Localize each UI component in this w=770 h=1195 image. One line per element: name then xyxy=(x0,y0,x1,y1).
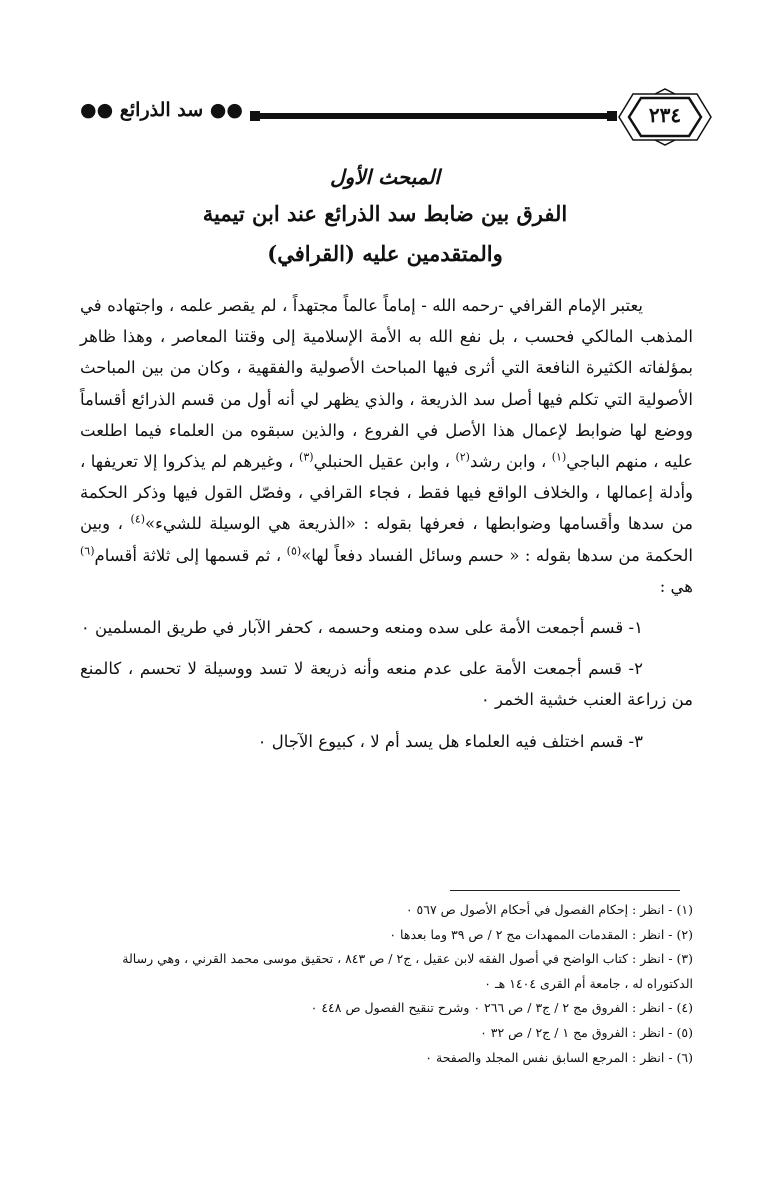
footnote: (١) - انظر : إحكام الفصول في أحكام الأصول ص ٥٦٧ ٠ xyxy=(405,902,693,917)
paragraph-text: ، ثم قسمها إلى ثلاثة أقسام xyxy=(94,545,282,565)
main-text xyxy=(80,290,693,757)
footnote: (٦) - انظر : المرجع السابق نفس المجلد والصفحة ٠ xyxy=(425,1049,693,1065)
footnote-marker: (٥) xyxy=(286,544,302,558)
paragraph-text: هي : xyxy=(659,576,693,596)
paragraph-text: ، وبين الحكمة من سدها بقوله : « حسم وسائل الفساد دفعاً لها» xyxy=(80,514,694,565)
paragraph-text: ، وابن رشد xyxy=(469,452,547,472)
footnote: (٥) - انظر : الفروق مج ١ / ج٢ / ص ٣٢ ٠ xyxy=(480,1024,693,1040)
page-header xyxy=(80,88,715,146)
paragraph-text: ، وغيرهم لم يذكروا إلا تعريفها ، وأدلة إعمالها ، والخلاف الواقع فيها فقط ، فجاء القرافي ، وفصّل القول فيها وذكر الحكمة من سدها وأقسامها وضوابطها ، فعرفها بقوله : «الذريعة هي الوسيلة للشيء» xyxy=(80,452,693,534)
page-number-badge xyxy=(615,88,715,146)
footnote-marker: (١) xyxy=(551,450,567,464)
running-title: ●● سد الذرائع ●● xyxy=(80,99,243,121)
list-item: ٣- قسم اختلف فيه العلماء هل يسد أم لا ، كبيوع الآجال ٠ xyxy=(257,731,643,751)
list-item: ١- قسم أجمعت الأمة على سده ومنعه وحسمه ، كحفر الآبار في طريق المسلمين ٠ xyxy=(80,618,643,638)
footnote-marker: (٣) xyxy=(299,450,314,464)
section-heading: المبحث الأول xyxy=(330,165,440,189)
footnote-marker: (٢) xyxy=(455,450,470,464)
footnote: (٤) - انظر : الفروق مج ٢ / ج٣ / ص ٢٦٦ ٠ وشرح تنقيح الفصول ص ٤٤٨ ٠ xyxy=(310,1000,693,1016)
footnote-divider xyxy=(450,890,680,891)
chapter-title-line-2: والمتقدمين عليه (القرافي) xyxy=(267,241,503,266)
footnote-marker: (٦) xyxy=(80,544,95,558)
footnote-marker: (٤) xyxy=(130,512,146,526)
list-item: ٢- قسم أجمعت الأمة على عدم منعه وأنه ذريعة لا تسد ووسيلة لا تحسم ، كالمنع من زراعة العنب خشية الخمر ٠ xyxy=(80,659,693,710)
chapter-titles xyxy=(60,160,710,274)
intro-paragraph xyxy=(80,290,693,602)
header-rule xyxy=(252,113,615,119)
page-number: ٢٣٤ xyxy=(648,103,682,127)
footnotes xyxy=(80,898,693,1070)
paragraph-text: ، وابن عقيل الحنبلي xyxy=(313,452,450,472)
paragraph-text: يعتبر الإمام القرافي -رحمه الله - إماماً عالماً مجتهداً ، لم يقصر علمه ، واجتهاده في المذهب المالكي فحسب ، بل نفع الله به الأمة الإسلامية إلى وقتنا المعاصر ، وهذا ظاهر بمؤلفاته الكثيرة النافعة التي أثرى فيها المباحث الأصولية والفقهية ، وكان من بين المباحث الأصولية التي تكلم فيها أصل سد الذريعة ، والذي يظهر لي أنه أول من قسم الذرائع أقساماً ووضع لها ضوابط لإعمال هذا الأصل في الفروع ، والذين سبقوه من العلماء فيما اطلعت عليه ، منهم الباجي xyxy=(80,296,693,472)
footnote: (٢) - انظر : المقدمات الممهدات مج ٢ / ص ٣٩ وما بعدها ٠ xyxy=(389,926,693,942)
chapter-title-line-1: الفرق بين ضابط سد الذرائع عند ابن تيمية xyxy=(202,201,568,226)
footnote: (٣) - انظر : كتاب الواضح في أصول الفقه لابن عقيل ، ج٢ / ص ٨٤٣ ، تحقيق موسى محمد القرني ، وهي رسالة الدكتوراه له ، جامعة أم القرى ١٤٠٤ هـ ٠ xyxy=(122,951,693,991)
